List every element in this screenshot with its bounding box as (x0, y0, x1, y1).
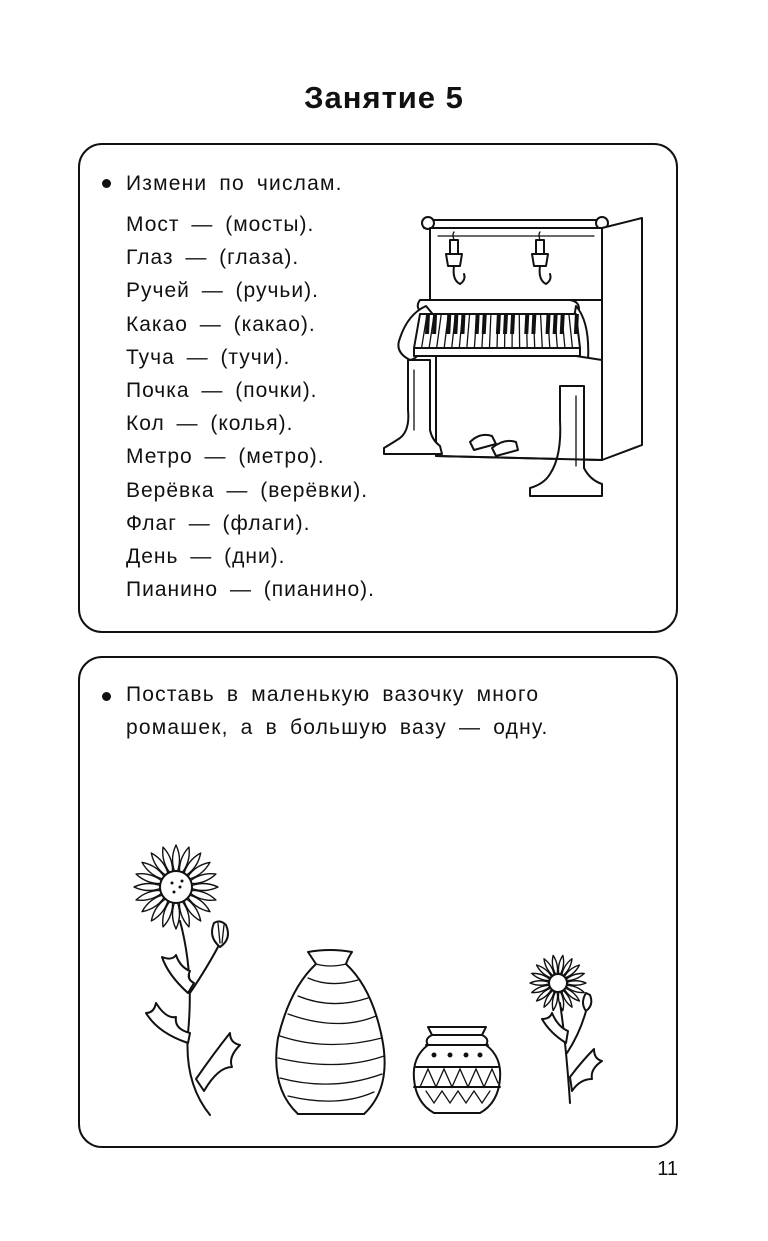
small-vase-icon (410, 1023, 505, 1123)
word-pair: Пианино — (пианино). (126, 578, 375, 602)
daisy-icon (110, 843, 250, 1123)
exercise-box-2 (78, 656, 678, 1148)
piano-icon (380, 210, 660, 505)
bullet-icon (102, 179, 111, 188)
word-pair: Почка — (почки). (126, 378, 318, 402)
word-pair: Какао — (какао). (126, 312, 316, 336)
exercise-box-1 (78, 143, 678, 633)
word-list (126, 208, 375, 606)
word-pair: Мост — (мосты). (126, 213, 315, 236)
word-pair: Кол — (колья). (126, 412, 294, 436)
word-pair: Ручей — (ручьи). (126, 279, 319, 303)
page-number: 11 (657, 1158, 678, 1180)
word-pair: День — (дни). (126, 544, 286, 568)
small-daisy-icon (520, 953, 610, 1113)
word-pair: Флаг — (флаги). (126, 511, 311, 535)
bullet-icon (102, 692, 111, 701)
word-pair: Глаз — (глаза). (126, 246, 300, 270)
task-instruction: Поставь в маленькую вазочку много ромашек, а в большую вазу — одну. (126, 683, 549, 739)
word-pair: Метро — (метро). (126, 445, 325, 469)
word-pair: Верёвка — (верёвки). (126, 478, 369, 502)
word-pair: Туча — (тучи). (126, 345, 291, 369)
task-instruction: Измени по числам. (126, 172, 343, 195)
page-title: Занятие 5 (304, 80, 464, 115)
large-vase-icon (268, 948, 393, 1128)
